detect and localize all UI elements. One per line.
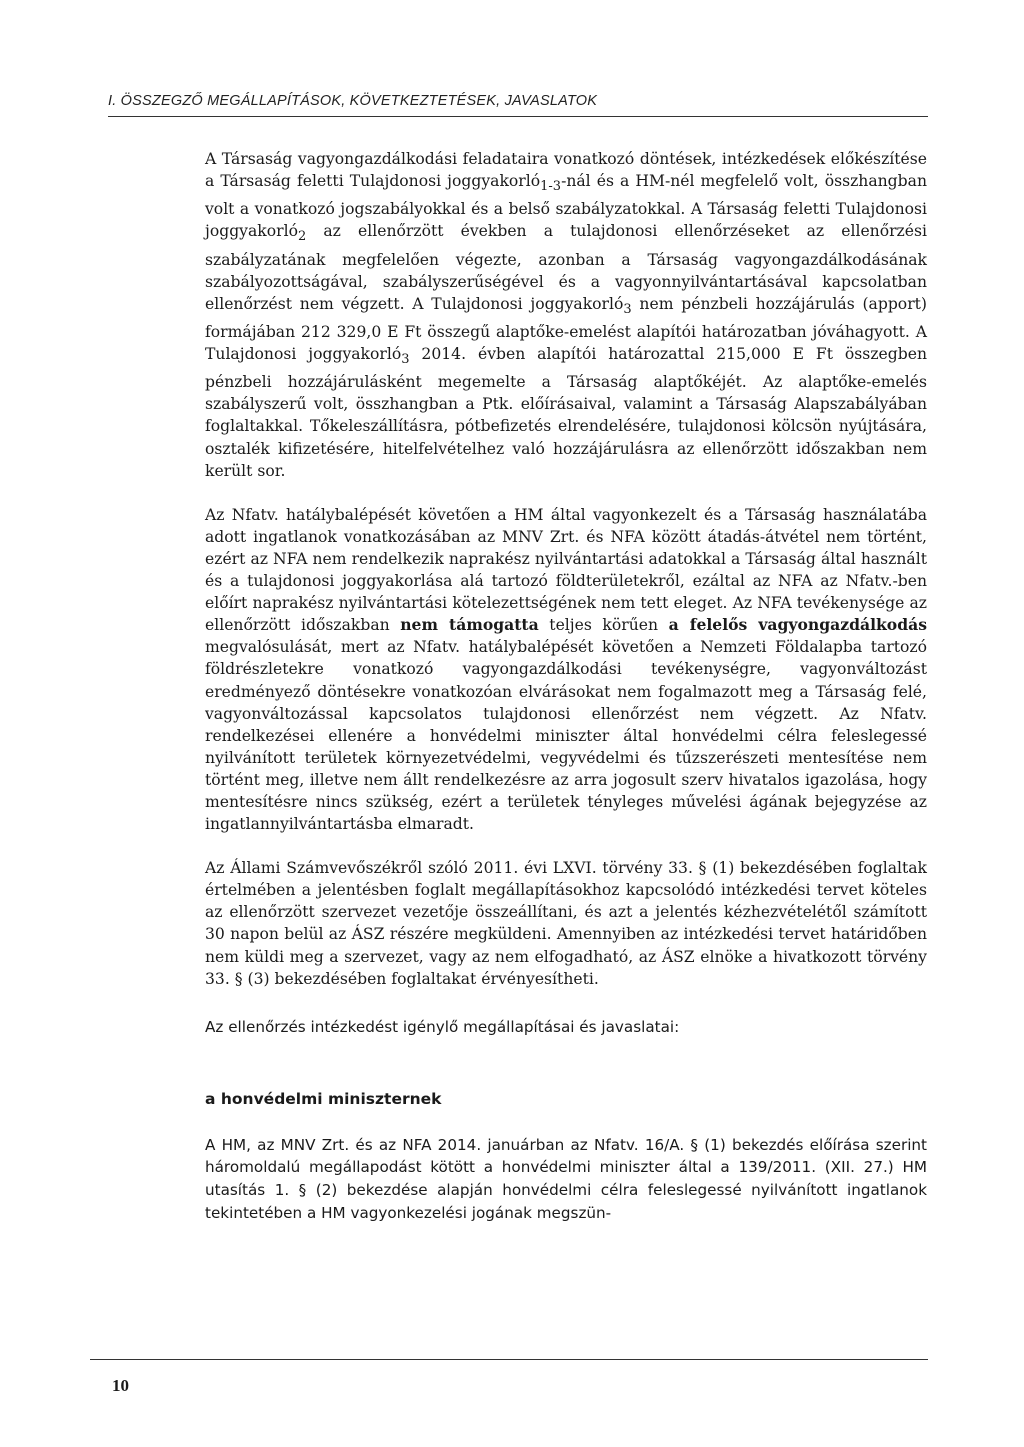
text-run: Az Nfatv. hatálybalépését követően a HM által vagyonkezelt és a Társaság használatába adott ingatlanok vonatkozásában az MNV Zrt. és NFA között átadás-átvétel nem történt, ezért az NFA nem rendelkezik naprakész nyilvántartási adatokkal a Társaság által használt és a tulajdonosi joggyakorlása alá tartozó földterületekről, ezáltal az NFA az Nfatv.-ben előírt naprakész nyilvántartási kötelezettségének nem tett eleget. Az NFA tevékenysége az ellenőrzött időszakban — [205, 505, 927, 635]
paragraph-ownership-control — [205, 148, 927, 482]
text-run: 2014. évben alapítói határozattal 215,000 E Ft összegben pénzbeli hozzájárulásként megemelte a Társaság alaptőkéjét. Az alaptőke-emelés szabályszerű volt, összhangban a Ptk. előírásaival, valamint a Társaság Alapszabályában foglaltakkal. Tőkeleszállításra, pótbefizetés elrendelésére, tulajdonosi kölcsön nyújtására, osztalék kifizetésére, hitelfelvételhez való hozzájárulásra az ellenőrzött időszakban nem került sor. — [205, 345, 927, 480]
bold-phrase: a felelős vagyongazdálkodás — [668, 615, 927, 635]
header-rule — [108, 116, 928, 117]
paragraph-nfatv — [205, 504, 927, 835]
text-run: nem pénzbeli hozzájárulás (apport) formájában 212 329,0 E Ft összegű alaptőke-emelést alapítói határozatban jóváhagyott. A Tulajdonosi joggyakorló — [205, 294, 928, 364]
footer-rule — [90, 1359, 928, 1360]
text-run: -nál és a HM-nél megfelelő volt, összhangban volt a vonatkozó jogszabályokkal és a belső szabályzatokkal. A Társaság feletti Tulajdonosi joggyakorló — [205, 172, 927, 241]
intro-line: Az ellenőrzés intézkedést igénylő megállapításai és javaslatai: — [205, 1017, 680, 1036]
body-text — [205, 148, 927, 1224]
running-header: I. ÖSSZEGZŐ MEGÁLLAPÍTÁSOK, KÖVETKEZTETÉSEK, JAVASLATOK — [108, 93, 598, 109]
text-run: az ellenőrzött években a tulajdonosi ellenőrzéseket az ellenőrzési szabályzatának megfelelően végezte, azonban a Társaság vagyongazdálkodásának szabályozottságával, szabályszerűségével és a vagyonnyilvántartásával kapcsolatban ellenőrzést nem végzett. A Tulajdonosi joggyakorló — [205, 222, 927, 313]
text-run: A Társaság vagyongazdálkodási feladataira vonatkozó döntések, intézkedések előkészítése a Társaság feletti Tulajdonosi joggyakorló — [205, 150, 927, 191]
bold-phrase: nem támogatta — [400, 615, 539, 635]
paragraph-asz-law: Az Állami Számvevőszékről szóló 2011. évi LXVI. törvény 33. § (1) bekezdésében foglaltak értelmében a jelentésben foglalt megállapításokhoz kapcsolódó intézkedési tervet köteles az ellenőrzött szervezet vezetője összeállítani, és azt a jelentés kézhezvételétől számított 30 napon belül az ÁSZ részére megküldeni. Amennyiben az intézkedési tervet határidőben nem küldi meg a szervezet, vagy az nem elfogadható, az ÁSZ elnöke a hivatkozott törvény 33. § (3) bekezdésében foglaltakat érvényesítheti. — [205, 859, 927, 988]
subscript: 2 — [297, 229, 307, 245]
subheading-minister: a honvédelmi miniszternek — [205, 1089, 442, 1108]
subscript: 3 — [623, 301, 632, 317]
text-run: teljes körűen — [538, 616, 669, 635]
page-number: 10 — [112, 1376, 129, 1395]
paragraph-agreement: A HM, az MNV Zrt. és az NFA 2014. januárban az Nfatv. 16/A. § (1) bekezdés előírása szerint háromoldalú megállapodást kötött a honvédelmi miniszter által a 139/2011. (XII. 27.) HM utasítás 1. § (2) bekezdése alapján honvédelmi célra feleslegessé nyilvánított ingatlanok tekintetében a HM vagyonkezelési jogának megszün- — [205, 1135, 927, 1222]
subscript: 3 — [401, 352, 410, 368]
text-run: megvalósulását, mert az Nfatv. hatálybalépését követően a Nemzeti Földalapba tartozó földrészletekre vonatkozó vagyongazdálkodási tevékenységre, vagyonváltozást eredményező döntésekre vonatkozóan elvárásokat nem fogalmazott meg a Társaság felé, vagyonváltozással kapcsolatos tulajdonosi ellenőrzést nem végzett. Az Nfatv. rendelkezései ellenére a honvédelmi miniszter által honvédelmi célra feleslegessé nyilvánított területek környezetvédelmi, vegyvédelmi és tűzszerészeti mentesítése nem történt meg, illetve nem állt rendelkezésre az arra jogosult szerv hivatalos igazolása, hogy mentesítésre nincs szükség, ezért a területek tényleges művelési ágának bejegyzése az ingatlannyilvántartásba elmaradt. — [205, 638, 927, 834]
subscript: 1-3 — [540, 179, 562, 195]
